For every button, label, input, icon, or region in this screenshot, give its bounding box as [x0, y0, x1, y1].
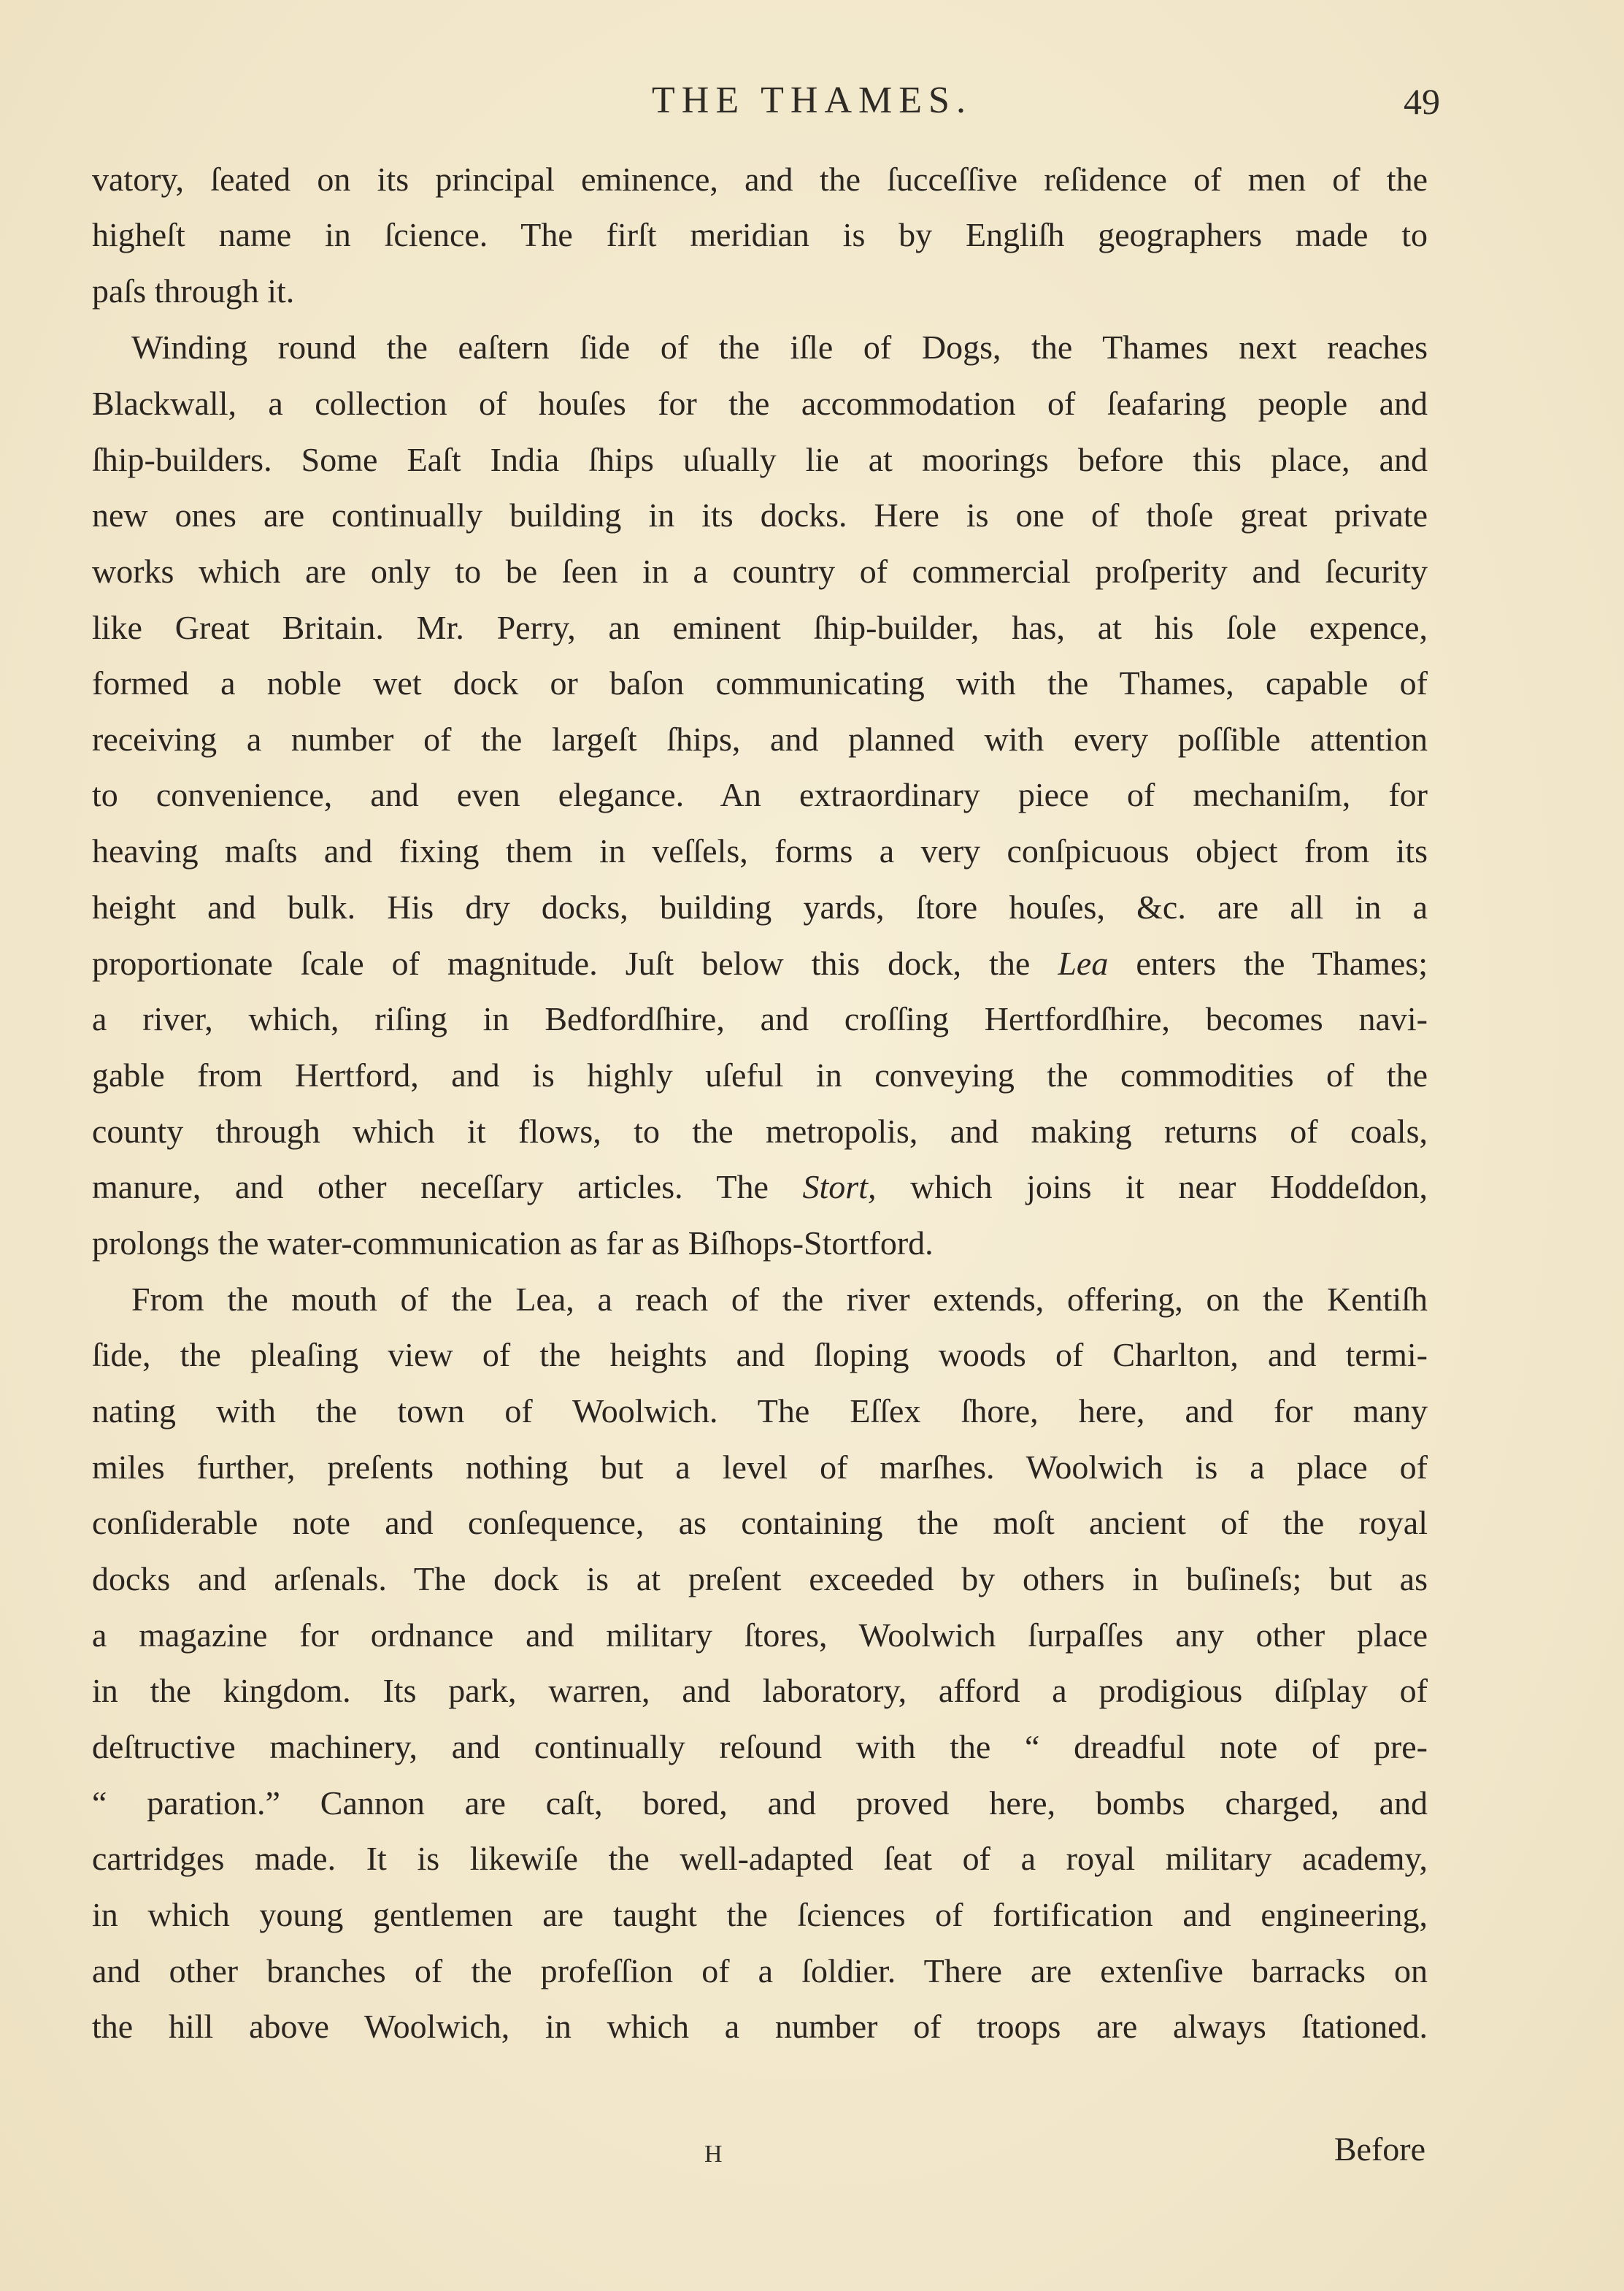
text-line: works which are only to be ſeen in a country of commercial proſperity and ſecurity	[92, 553, 1428, 590]
text-line: nating with the town of Woolwich. The Eſſex ſhore, here, and for many	[92, 1392, 1428, 1430]
text-line-with-italic	[92, 1165, 1428, 1209]
text-line: ſide, the pleaſing view of the heights and ſloping woods of Charlton, and termi-	[92, 1336, 1428, 1373]
text-line: the hill above Woolwich, in which a number of troops are always ſtationed.	[92, 2008, 1428, 2045]
text-line: in which young gentlemen are taught the ſciences of fortification and engineering,	[92, 1896, 1428, 1933]
text-line: gable from Hertford, and is highly uſeful in conveying the commodities of the	[92, 1056, 1428, 1094]
text-line: to convenience, and even elegance. An extraordinary piece of mechaniſm, for	[92, 776, 1428, 813]
text-line: like Great Britain. Mr. Perry, an eminent ſhip-builder, has, at his ſole expence,	[92, 609, 1428, 646]
line-text-tail: enters the Thames;	[1136, 945, 1428, 982]
text-line: vatory, ſeated on its principal eminence, and the ſucceſſive reſidence of men of the	[92, 161, 1428, 198]
text-line: conſiderable note and conſequence, as containing the moſt ancient of the royal	[92, 1504, 1428, 1541]
paragraph-start-line: From the mouth of the Lea, a reach of the river extends, offering, on the Kentiſh	[131, 1281, 1428, 1318]
text-line: higheſt name in ſcience. The firſt meridian is by Engliſh geographers made to	[92, 216, 1428, 253]
text-line: prolongs the water-communication as far as Biſhops-Stortford.	[92, 1224, 934, 1262]
text-line-with-italic	[92, 942, 1428, 986]
text-line: formed a noble wet dock or baſon communicating with the Thames, capable of	[92, 664, 1428, 702]
text-line: cartridges made. It is likewiſe the well-adapted ſeat of a royal military academy,	[92, 1840, 1428, 1877]
text-line: Blackwall, a collection of houſes for the accommodation of ſeafaring people and	[92, 385, 1428, 422]
text-line: paſs through it.	[92, 272, 295, 310]
line-text: manure, and other neceſſary articles. The	[92, 1168, 769, 1205]
text-line: “ paration.” Cannon are caſt, bored, and proved here, bombs charged, and	[92, 1784, 1428, 1822]
page-number: 49	[1404, 81, 1440, 122]
text-line: new ones are continually building in its docks. Here is one of thoſe great private	[92, 496, 1428, 534]
text-line: a magazine for ordnance and military ſtores, Woolwich ſurpaſſes any other place	[92, 1616, 1428, 1654]
line-text-tail: which joins it near Hoddeſdon,	[910, 1168, 1428, 1205]
text-line: miles further, preſents nothing but a level of marſhes. Woolwich is a place of	[92, 1448, 1428, 1486]
line-text: proportionate ſcale of magnitude. Juſt below this dock, the	[92, 945, 1031, 982]
text-line: height and bulk. His dry docks, building yards, ſtore houſes, &c. are all in a	[92, 889, 1428, 926]
running-head-title: THE THAMES.	[652, 80, 972, 121]
italic-river-name-stort: Stort,	[802, 1168, 877, 1205]
text-line: a river, which, riſing in Bedfordſhire, and croſſing Hertfordſhire, becomes navi-	[92, 1000, 1428, 1037]
text-line: docks and arſenals. The dock is at preſent exceeded by others in buſineſs; but as	[92, 1560, 1428, 1597]
text-line: county through which it flows, to the metropolis, and making returns of coals,	[92, 1113, 1428, 1150]
text-line: and other branches of the profeſſion of a ſoldier. There are extenſive barracks on	[92, 1952, 1428, 1989]
text-line: in the kingdom. Its park, warren, and laboratory, afford a prodigious diſplay of	[92, 1672, 1428, 1709]
paragraph-start-line: Winding round the eaſtern ſide of the iſle of Dogs, the Thames next reaches	[131, 329, 1428, 366]
italic-river-name-lea: Lea	[1058, 945, 1109, 982]
catchword: Before	[1334, 2130, 1425, 2168]
text-line: ſhip-builders. Some Eaſt India ſhips uſually lie at moorings before this place, and	[92, 441, 1428, 478]
text-line: deſtructive machinery, and continually reſound with the “ dreadful note of pre-	[92, 1728, 1428, 1765]
signature-mark: H	[704, 2141, 724, 2168]
text-line: heaving maſts and fixing them in veſſels, forms a very conſpicuous object from its	[92, 832, 1428, 870]
text-line: receiving a number of the largeſt ſhips, and planned with every poſſible attention	[92, 721, 1428, 758]
